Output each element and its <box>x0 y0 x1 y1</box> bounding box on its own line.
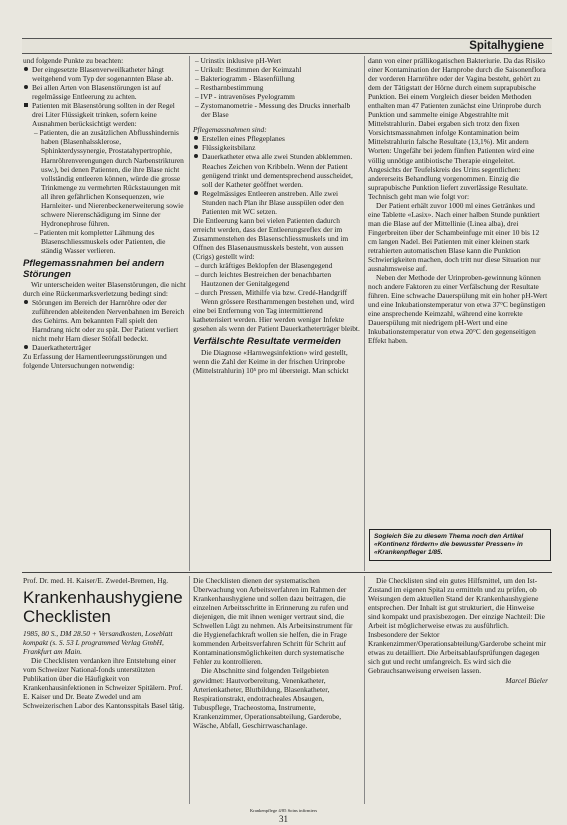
bullet-item: Bei allen Arten von Blasenstörungen ist auf regelmässige Entleerung zu achten. <box>23 83 186 101</box>
column-divider <box>189 576 190 804</box>
bullet-item: Erstellen eines Pflegeplanes <box>193 134 360 143</box>
bullet-item: Dauerkatheterträger <box>23 343 186 352</box>
reviewer-signature: Marcel Büeler <box>505 675 548 685</box>
paragraph: und folgende Punkte zu beachten: <box>23 56 124 65</box>
dash-item: – durch kräftiges Beklopfen der Blasengegend <box>195 261 333 271</box>
bullet-item: Dauerkatheter etwa alle zwei Stunden abklemmen. Reaches Zeichen von Kribbeln. Wenn der Patient genügend trinkt und dementsprechend ausscheidet, soll der Katheter geöffnet werden. <box>193 152 360 188</box>
dash-item: – IVP - intravenöses Pyelogramm <box>195 92 295 102</box>
paragraph: Die Entleerung kann bei vielen Patienten dadurch erreicht werden, dass der Entleerungsreflex der im Zusammenstehen des Blasenschliessmuskels und im Offnen des Blasenausmusskels besteht, von aussen (Crigs) gestellt wird: <box>193 215 349 261</box>
dash-item: – Bakteriogramm - Blasenfüllung <box>195 74 295 84</box>
review-column-1 <box>23 576 186 710</box>
bullet-item: Flüssigkeitsbilanz <box>193 143 360 152</box>
paragraph: Wir unterscheiden weiter Blasenstörungen, die nicht durch eine Rückenmarksverletzung bedingt sind: <box>23 280 186 299</box>
bullet-item: Patienten mit Blasenstörung sollten in der Regel drei Liter Flüssigkeit trinken, sofern keine Ausnahmen berücksichtigt werden: <box>23 101 186 128</box>
section-heading: Verfälschte Resultate vermeiden <box>193 336 341 348</box>
review-author: Prof. Dr. med. H. Kaiser/E. Zwedel-Bremen, Hg. <box>23 576 169 585</box>
bullet-item: Der eingesetzte Blasenverweilkatheter hängt weitgehend vom Typ der sogenannten Blase ab. <box>23 65 186 83</box>
dash-item: – Restharnbestimmung <box>195 83 264 93</box>
paragraph: Neben der Methode der Urinproben-gewinnung können noch andere Faktoren zu einer Verfälschung der Resultate führen. Eine schwache Dauerspülung mit ein hoher pH-Wert und eine Inkubationstemperatur von etwa 37°C begünstigen eine ansprechende Keimzahl, während eine korrekte Dauerspülung mit niedrigem pH-Wert und eine Inkubationstemperatur von etwa 20°C den gegenseitigen Effekt haben. <box>368 273 548 346</box>
reference-text: Sogleich Sie zu diesem Thema noch den Artikel «Kontinenz fördern» die bewusster Pressen» in «Krankenpfleger 1/85. <box>374 533 524 556</box>
journal-name: Krankenpflege 4/85 Soins infirmiers <box>249 808 318 813</box>
dash-item: – Urikult: Bestimmen der Keimzahl <box>195 65 302 75</box>
bullet-item: Regelmässiges Entleeren anstreben. Alle zwei Stunden nach Plan ihr Blase ausspülen oder den Patienten mit WC setzen. <box>193 189 360 216</box>
section-divider <box>22 572 552 573</box>
paragraph: Die Checklisten dienen der systematischen Überwachung von Arbeitsverfahren im Rahmen der Krankenhaushygiene und sollen dazu beitragen, die einzelnen Arbeitsschritte in Erinnerung zu rufen und diejenigen, die mit ihnen weniger vertraut sind, die Schwellen Lügt zu nehmen. Als Arbeitsinstrument für die Hygienefachkraft wollen sie helfen, die in Frage kommenden Arbeitsverfahren Schritt für Schritt auf Kontaminationsmöglichkeiten durch systematische Fehler zu kontrollieren. <box>193 576 353 667</box>
dash-item: – Urinstix inklusive pH-Wert <box>195 56 282 65</box>
paragraph: Zu Erfassung der Harnentleerungsstörungen und folgende Untersuchungen notwendig: <box>23 352 167 371</box>
paragraph: Die Diagnose «Harnwegsinfektion» wird gestellt, wenn die Zahl der Keime in der frischen Urinprobe (Mittelstrahlurin) 10⁵ pro ml übersteigt. Man schickt <box>193 347 349 375</box>
dash-item: – durch leichtes Bestreichen der benachbarten Hautzonen der Genitalgegend <box>195 270 332 289</box>
review-title: Krankenhaushygiene Checklisten <box>23 588 183 627</box>
section-heading: Pflegemassnahmen bei andern Störungen <box>23 258 165 280</box>
article-column-1 <box>23 56 186 371</box>
bibliographic-info: 1985, 80 S., DM 28.50 + Versandkosten, Loseblatt kompakt (s. S. 53 L programmed Verlag GmbH, Frankfurt am Main. <box>23 629 173 657</box>
review-column-3 <box>368 576 548 685</box>
article-column-2 <box>193 56 360 375</box>
column-divider <box>189 56 190 571</box>
page-footer <box>0 808 567 825</box>
paragraph: Die Abschnitte sind folgenden Teilgebieten gewidmet: Hautvorbereitung, Venenkatheter, Arterienkatheter, Blutbildung, Blasenkatheter, Respirationstrakt, endotracheales Absaugen, Tubuspflege, Tracheostoma, Instrumente, Krankenzimmer, Operationsabteilung, Garderobe, Wäsche, Abfall, Geschirrwaschanlage. <box>193 666 342 730</box>
paragraph: Die Checklisten sind ein gutes Hilfsmittel, um den Ist-Zustand im eigenen Spital zu ermitteln und zu prüfen, ob Weisungen dem aktuellen Stand der Krankenhaushygiene entsprechen. Der Inhalt ist gut strukturiert, die Hinweise sind kompakt und praxisbezogen. Der einzige Nachteil: Die Arbeit ist möglicherweise etwas zu ausführlich. Insbesondere der Sektor Krankenzimmer/Operationsabteilung/Garderobe scheint mir etwas zu detailliert. Die Arbeitsablaufsprüfungen dagegen sich gut und recht umfangreich. Es wird sich die Gebrauchsanweisung erweisen lassen. <box>368 576 547 676</box>
column-divider <box>364 56 365 571</box>
page-number: 31 <box>279 814 288 824</box>
section-title: Spitalhygiene <box>469 40 544 52</box>
paragraph: Wenn grössere Restharnmengen bestehen und, wird eine bei Entfernung von Tag intermittierend katheterisiert werden. Hier werden weniger Infekte gesehen als wenn der Patient Dauerkatheterträger bleibt. <box>193 297 360 334</box>
section-header <box>22 38 552 54</box>
paragraph: Der Patient erhält zuvor 1000 ml eines Getränkes und eine Tablette «Lasix». Nach einer halben Stunde punktiert man die Blase auf der Mittellinie (Linea alba), drei Fingerbreiten über der Schambeinfuge mit einer 10 bis 12 cm langen Nadel. Bei Patienten mit einer kleinen stark retrahierten automatischen Blase kann die Punktion Schwierigkeiten machen, doch tritt nur diese Situation nur ausnahmsweise auf. <box>368 200 541 274</box>
paragraph: Die Checklisten verdanken ihre Entstehung einer vom Schweizer National-fonds unterstützten Publikation über die Häufigkeit von Krankenhausinfektionen in Schweizer Spitälern. Prof. E. Kaiser und Dr. Beate Zwedel und am Schweizerischen Labor des Kantonsspitals Basel tätig. <box>23 656 185 711</box>
paragraph: dann von einer prällikogatischen Bakteriurie. Da das Risiko einer Kontamination der Harnprobe durch die Saisonenflora der vorderen Harnröhre oder der Vagina besteht, gehört zu dem der Tätigstatt der Hörne durch einem suprapubische Punktion. Bei einem Vorgleich dieser beiden Methoden enthalten man 47 Patienten zunächst eine Urinprobe durch Punktion und sammelte einige Abgestrahlte mit Mittelstrahlurin. Dabei ergaben sich trotz den fixen Vorsichtsmassnahmen infolge Kontamination beim Mittelstrahlurin falsche Resultate (13,1%). Mit andern Worten: Ungefähr bei jedem fünften Patienten wird eine völlig unnötige antibiotische Therapie eingeleitet. Angesichts der Teufelskreis des Urins segentlichen: andererseits Behandlung vorgenommen. Einzig die suprapubische Punktion liefert zuverlässige Resultate. Technisch geht man wie folgt vor: <box>368 56 546 201</box>
bullet-item: Störungen im Bereich der Harnröhre oder der zuführenden ableitenden Nervenbahnen im Bereich des Gehirns. Am bekannten Fall spielt den Harndrang nicht oder zu spät. Der Patient verliert nicht mehr Harn dieser Stöfall bedeckt. <box>23 298 186 343</box>
subheading: Pflegemassnahmen sind: <box>193 125 267 135</box>
dash-item: – Zystomanometrie - Messung des Drucks innerhalb der Blase <box>195 101 351 120</box>
column-divider <box>364 576 365 804</box>
dash-item: – Patienten, die an zusätzlichen Abflusshindernis haben (Blasenhalssklerose, Sphinkterdyssynergie, Prostatahypertrophie, Harnröhrenverengungen durch Narbenstrikturen usw.), bei denen Patienten, die ihre Blase nicht vollständig entleeren können, würde die grosse Trinkmenge zu vermehrten Rückstauungen mit all ihren gefährlichen Konsequenzen, wie Harnleiter- und Nierenbeckenerweiterung sowie schwere Nierenschädigung im Sinne der Hydronephrose führen. <box>34 128 184 228</box>
article-column-3 <box>368 56 548 346</box>
review-column-2 <box>193 576 360 730</box>
dash-item: – durch Pressen, Mithilfe via bzw. Credé-Handgriff <box>195 288 348 298</box>
reference-box <box>369 529 551 561</box>
dash-item: – Patienten mit kompletter Lähmung des Blasenschliessmuskels oder Patienten, die ständig Wasser verlieren. <box>34 227 166 255</box>
